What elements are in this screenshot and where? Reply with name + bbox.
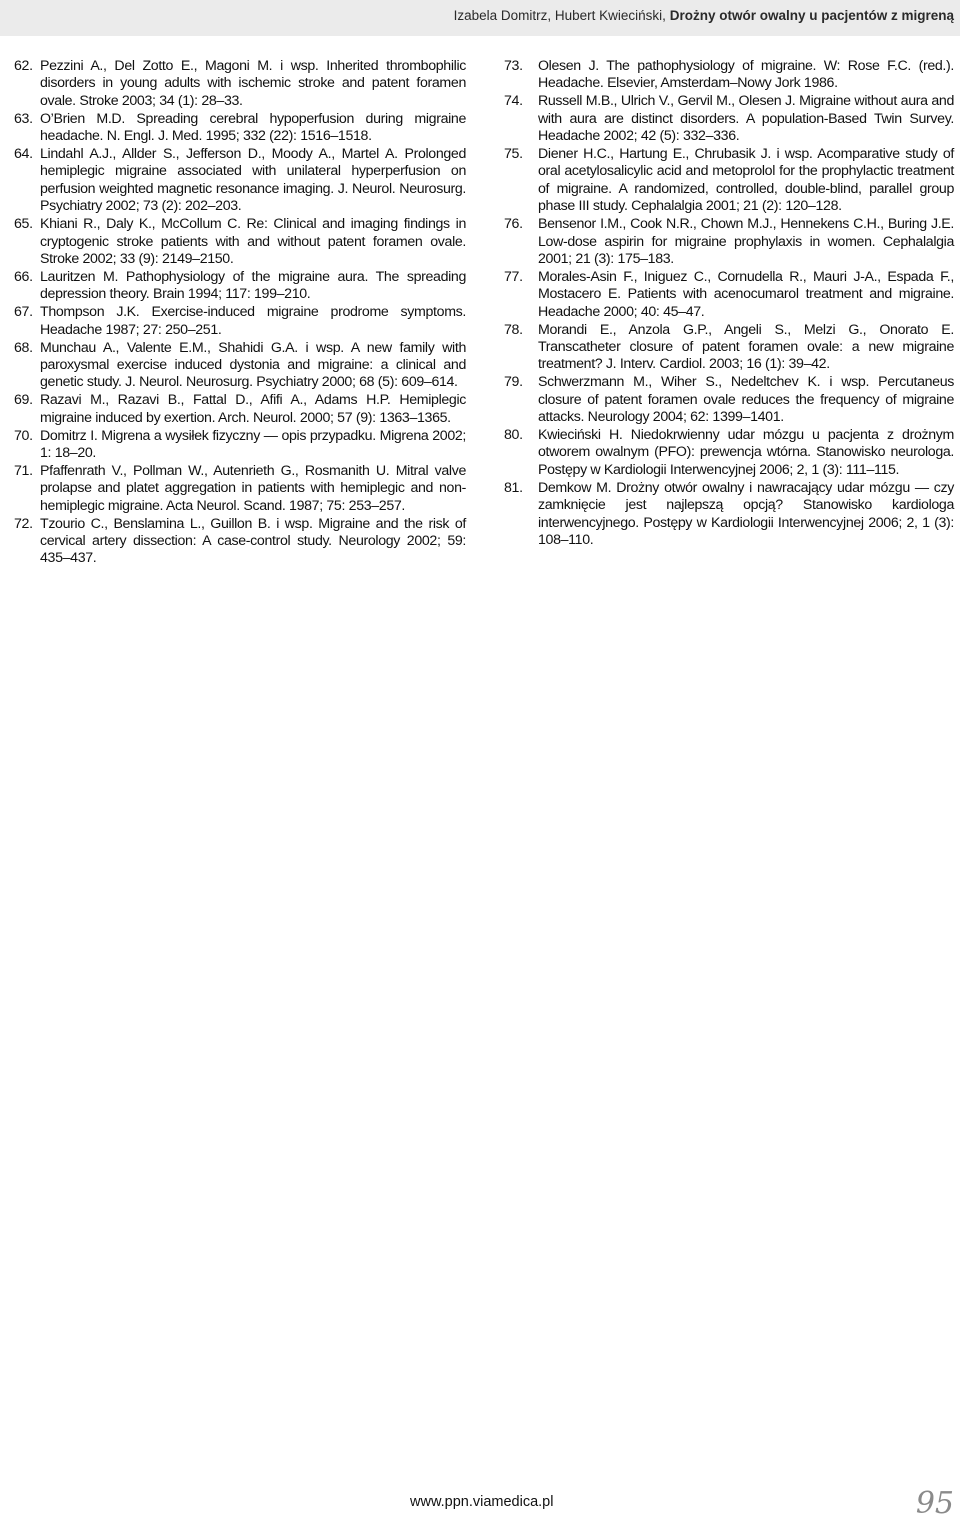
reference-item: [504, 427, 954, 479]
reference-text: Pezzini A., Del Zotto E., Magoni M. i wsp. Inherited thrombophilic disorders in young adults with ischemic stroke and patent foramen ovale. Stroke 2003; 34 (1): 28–33.: [40, 58, 466, 109]
reference-item: [14, 216, 466, 268]
reference-item: [504, 480, 954, 550]
reference-text: Pfaffenrath V., Pollman W., Autenrieth G., Rosmanith U. Mitral valve prolapse and platet aggregation in patients with hemiplegic and non-hemiplegic migraine. Acta Neurol. Scand. 1987; 75: 253–257.: [40, 462, 466, 514]
reference-item: [14, 146, 466, 216]
reference-item: [504, 269, 954, 321]
reference-text: Tzourio C., Benslamina L., Guillon B. i wsp. Migraine and the risk of cervical artery dissection: A case-control study. Neurology 2002; 59: 435–437.: [40, 515, 466, 567]
reference-text: Khiani R., Daly K., McCollum C. Re: Clinical and imaging findings in cryptogenic stroke patients with and without patent foramen ovale. Stroke 2002; 33 (9): 2149–2150.: [40, 216, 466, 267]
reference-number: 68.: [14, 339, 33, 356]
reference-item: [504, 93, 954, 145]
page-number: 95: [915, 1486, 954, 1521]
journal-url[interactable]: www.ppn.viamedica.pl: [410, 1494, 554, 1510]
reference-item: [14, 304, 466, 339]
reference-number: 66.: [14, 268, 33, 285]
reference-item: [14, 392, 466, 427]
reference-text: Munchau A., Valente E.M., Shahidi G.A. i wsp. A new family with paroxysmal exercise induced dystonia and migraine: a clinical and genetic study. J. Neurol. Neurosurg. Psychiatry 2000; 68 (5): 609–614.: [40, 339, 466, 391]
reference-text: Lindahl A.J., Allder S., Jefferson D., Moody A., Martel A. Prolonged hemiplegic migraine associated with unilateral hyperperfusion on perfusion weighted magnetic resonance imaging. J. Neurol. Neurosurg. Psychiatry 2002; 73 (2): 202–203.: [40, 146, 466, 215]
reference-text: Kwieciński H. Niedokrwienny udar mózgu u pacjenta z drożnym otworem owalnym (PFO): prewencja wtórna. Stanowisko neurologa. Postępy w Kardiologii Interwencyjnej 2006; 2, 1 (3): 111–115.: [538, 427, 954, 478]
reference-number: 74.: [504, 93, 523, 110]
reference-number: 62.: [14, 58, 33, 74]
reference-number: 79.: [504, 374, 523, 391]
reference-item: [504, 58, 954, 93]
reference-text: Morales-Asin F., Iniguez C., Cornudella R., Mauri J-A., Espada F., Mostacero E. Patients with acenocumarol treatment and migraine. Headache 2000; 40: 45–47.: [538, 268, 954, 320]
reference-number: 80.: [504, 427, 523, 444]
running-header: [0, 0, 960, 36]
reference-item: [14, 111, 466, 146]
reference-text: Domitrz I. Migrena a wysiłek fizyczny — opis przypadku. Migrena 2002; 1: 18–20.: [40, 427, 466, 461]
reference-item: [14, 463, 466, 515]
reference-number: 81.: [504, 479, 523, 496]
reference-text: Russell M.B., Ulrich V., Gervil M., Olesen J. Migraine without aura and with aura are distinct disorders. A population-Based Twin Survey. Headache 2002; 42 (5): 332–336.: [538, 93, 954, 145]
reference-item: [14, 516, 466, 568]
reference-number: 67.: [14, 304, 33, 321]
reference-number: 65.: [14, 216, 33, 233]
reference-number: 64.: [14, 146, 33, 163]
reference-item: [504, 374, 954, 426]
reference-number: 72.: [14, 515, 33, 532]
reference-number: 77.: [504, 268, 523, 285]
reference-number: 69.: [14, 392, 33, 409]
reference-text: Diener H.C., Hartung E., Chrubasik J. i wsp. Acomparative study of oral acetylosalicylic acid and metoprolol for the prophylactic treatment of migraine. A randomized, controlled, double-blind, parallel group phase III study. Cephalalgia 2001; 21 (2): 120–128.: [538, 146, 954, 215]
reference-item: [14, 428, 466, 463]
reference-number: 76.: [504, 216, 523, 233]
reference-text: Olesen J. The pathophysiology of migraine. W: Rose F.C. (red.). Headache. Elsevier, Amsterdam–Nowy Jork 1986.: [538, 58, 954, 92]
reference-text: Demkow M. Drożny otwór owalny i nawracający udar mózgu — czy zamknięcie jest najlepszą opcją? Stanowisko kardiologa interwencyjnego. Postępy w Kardiologii Interwencyjnej 2006; 2, 1 (3): 108–110.: [538, 479, 954, 548]
references-left-column: [14, 58, 466, 568]
reference-text: Bensenor I.M., Cook N.R., Chown M.J., Hennekens C.H., Buring J.E. Low-dose aspirin for migraine prophylaxis in women. Cephalalgia 2001; 21 (3): 175–183.: [538, 216, 954, 267]
reference-number: 78.: [504, 321, 523, 338]
references-right-column: [504, 58, 954, 550]
header-authors: Izabela Domitrz, Hubert Kwieciński,: [453, 8, 666, 23]
reference-text: Schwerzmann M., Wiher S., Nedeltchev K. i wsp. Percutaneus closure of patent foramen ovale reduces the frequency of migraine attacks. Neurology 2004; 62: 1399–1401.: [538, 374, 954, 426]
reference-number: 71.: [14, 462, 33, 479]
reference-item: [504, 146, 954, 216]
reference-number: 73.: [504, 58, 523, 74]
reference-text: Razavi M., Razavi B., Fattal D., Afifi A., Adams H.P. Hemiplegic migraine induced by exertion. Arch. Neurol. 2000; 57 (9): 1363–1365.: [40, 392, 466, 426]
reference-text: Morandi E., Anzola G.P., Angeli S., Melzi G., Onorato E. Transcatheter closure of patent foramen ovale: a new migraine treatment? J. Interv. Cardiol. 2003; 16 (1): 39–42.: [538, 321, 954, 373]
reference-item: [504, 322, 954, 374]
reference-item: [14, 58, 466, 110]
reference-number: 75.: [504, 146, 523, 163]
reference-item: [504, 216, 954, 268]
reference-number: 63.: [14, 110, 33, 127]
reference-number: 70.: [14, 427, 33, 444]
reference-item: [14, 269, 466, 304]
header-article-title: Drożny otwór owalny u pacjentów z migreną: [669, 8, 954, 23]
header-text: [454, 8, 954, 23]
reference-text: O’Brien M.D. Spreading cerebral hypoperfusion during migraine headache. N. Engl. J. Med. 1995; 332 (22): 1516–1518.: [40, 110, 466, 145]
reference-text: Thompson J.K. Exercise-induced migraine prodrome symptoms. Headache 1987; 27: 250–251.: [40, 304, 466, 338]
reference-item: [14, 340, 466, 392]
reference-text: Lauritzen M. Pathophysiology of the migraine aura. The spreading depression theory. Brain 1994; 117: 199–210.: [40, 268, 466, 303]
